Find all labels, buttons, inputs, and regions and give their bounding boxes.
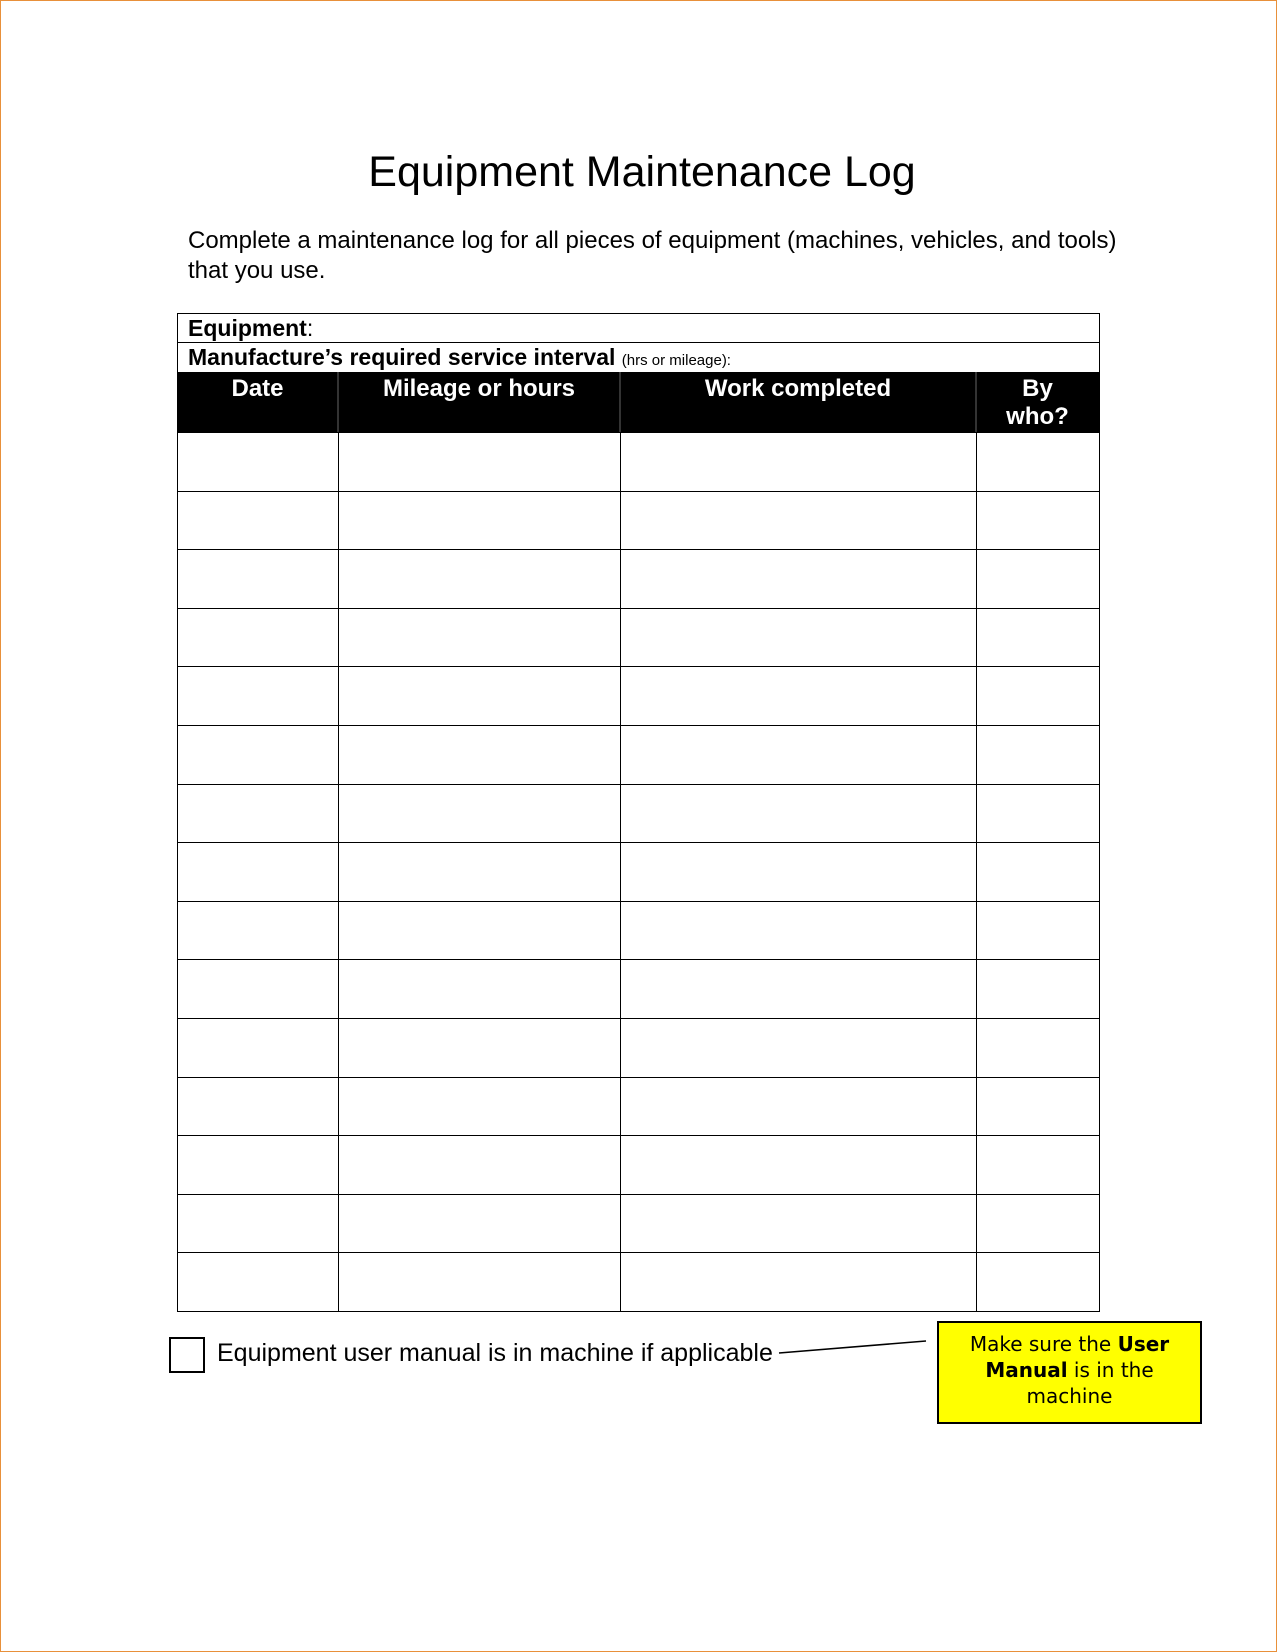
note-text-2: is in the bbox=[1067, 1358, 1154, 1382]
equipment-label: Equipment bbox=[188, 315, 307, 341]
user-manual-note bbox=[937, 1321, 1202, 1424]
note-bold-manual: Manual bbox=[985, 1358, 1068, 1382]
note-bold-user: User bbox=[1117, 1332, 1170, 1356]
intro-text: Complete a maintenance log for all pieces of equipment (machines, vehicles, and tools) that you use. bbox=[188, 227, 1117, 284]
page-title: Equipment Maintenance Log bbox=[368, 148, 916, 196]
column-header-work: Work completed bbox=[621, 372, 977, 432]
equipment-colon: : bbox=[306, 315, 314, 341]
note-text-3: machine bbox=[1026, 1384, 1113, 1408]
column-header-date: Date bbox=[178, 372, 339, 432]
column-header-mileage: Mileage or hours bbox=[339, 372, 621, 432]
note-text-1: Make sure the bbox=[969, 1332, 1118, 1356]
service-interval-hint: (hrs or mileage): bbox=[621, 352, 731, 369]
service-interval-label: Manufacture’s required service interval bbox=[188, 344, 616, 370]
column-header-by-who-text: By who? bbox=[1006, 375, 1069, 430]
user-manual-checkbox-label: Equipment user manual is in machine if applicable bbox=[217, 1339, 773, 1367]
